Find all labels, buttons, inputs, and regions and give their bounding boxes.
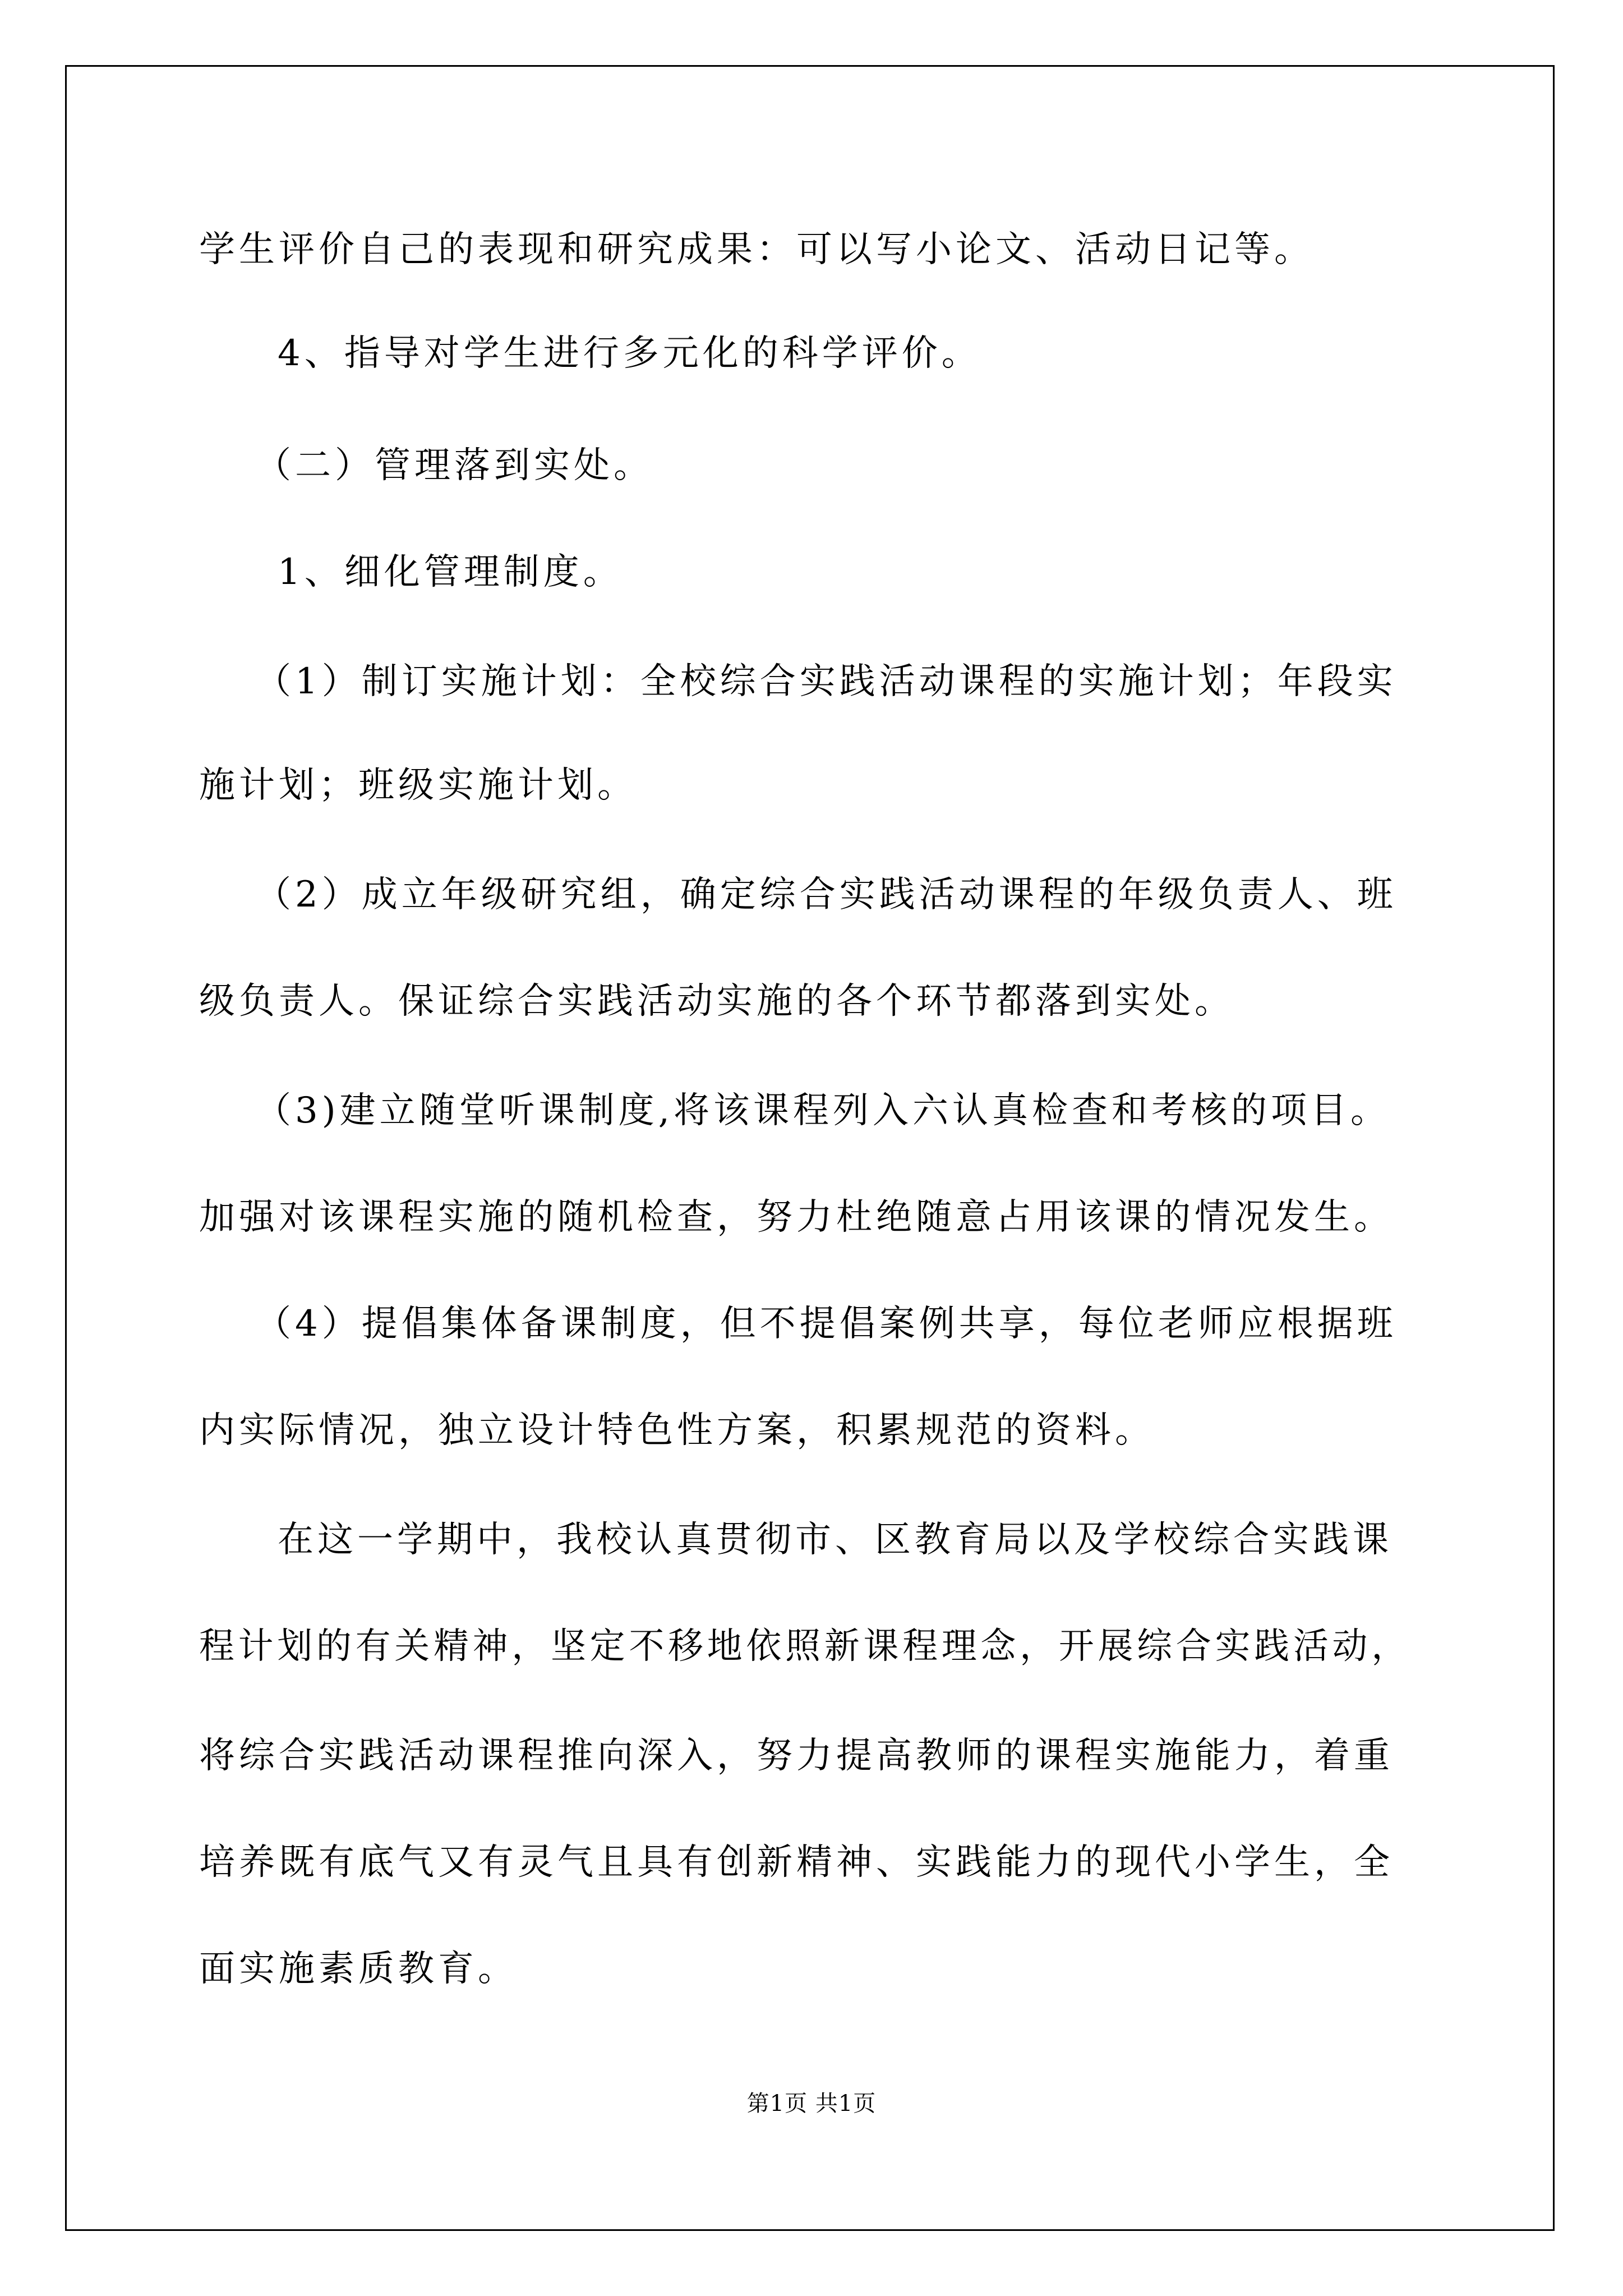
paragraph-line: 4、指导对学生进行多元化的科学评价。 — [278, 333, 981, 374]
paragraph-line: 1、细化管理制度。 — [278, 551, 623, 593]
paragraph-line: （3)建立随堂听课制度,将该课程列入六认真检查和考核的项目。 — [255, 1090, 1391, 1131]
paragraph-line: 程计划的有关精神，坚定不移地依照新课程理念，开展综合实践活动， — [199, 1626, 1410, 1667]
paragraph-line: 面实施素质教育。 — [199, 1948, 518, 1990]
page-footer: 第1页 共1页 — [746, 2091, 877, 2116]
paragraph-line: 学生评价自己的表现和研究成果：可以写小论文、活动日记等。 — [199, 229, 1314, 270]
paragraph-line: 内实际情况，独立设计特色性方案，积累规范的资料。 — [199, 1410, 1155, 1451]
paragraph-line: 培养既有底气又有灵气且具有创新精神、实践能力的现代小学生，全 — [199, 1842, 1394, 1883]
paragraph-line: 将综合实践活动课程推向深入，努力提高教师的课程实施能力，着重 — [199, 1735, 1394, 1777]
paragraph-line: （1）制订实施计划：全校综合实践活动课程的实施计划；年段实 — [255, 661, 1397, 702]
paragraph-line: 加强对该课程实施的随机检查，努力杜绝随意占用该课的情况发生。 — [199, 1197, 1394, 1238]
page-border — [65, 65, 1555, 2231]
paragraph-line: （2）成立年级研究组，确定综合实践活动课程的年级负责人、班 — [255, 874, 1397, 915]
paragraph-line: 在这一学期中，我校认真贯彻市、区教育局以及学校综合实践课 — [278, 1519, 1393, 1561]
paragraph-line: 施计划；班级实施计划。 — [199, 765, 637, 806]
paragraph-line: （4）提倡集体备课制度，但不提倡案例共享，每位老师应根据班 — [255, 1303, 1397, 1345]
paragraph-line: （二）管理落到实处。 — [255, 445, 653, 486]
paragraph-line: 级负责人。保证综合实践活动实施的各个环节都落到实处。 — [199, 981, 1234, 1022]
